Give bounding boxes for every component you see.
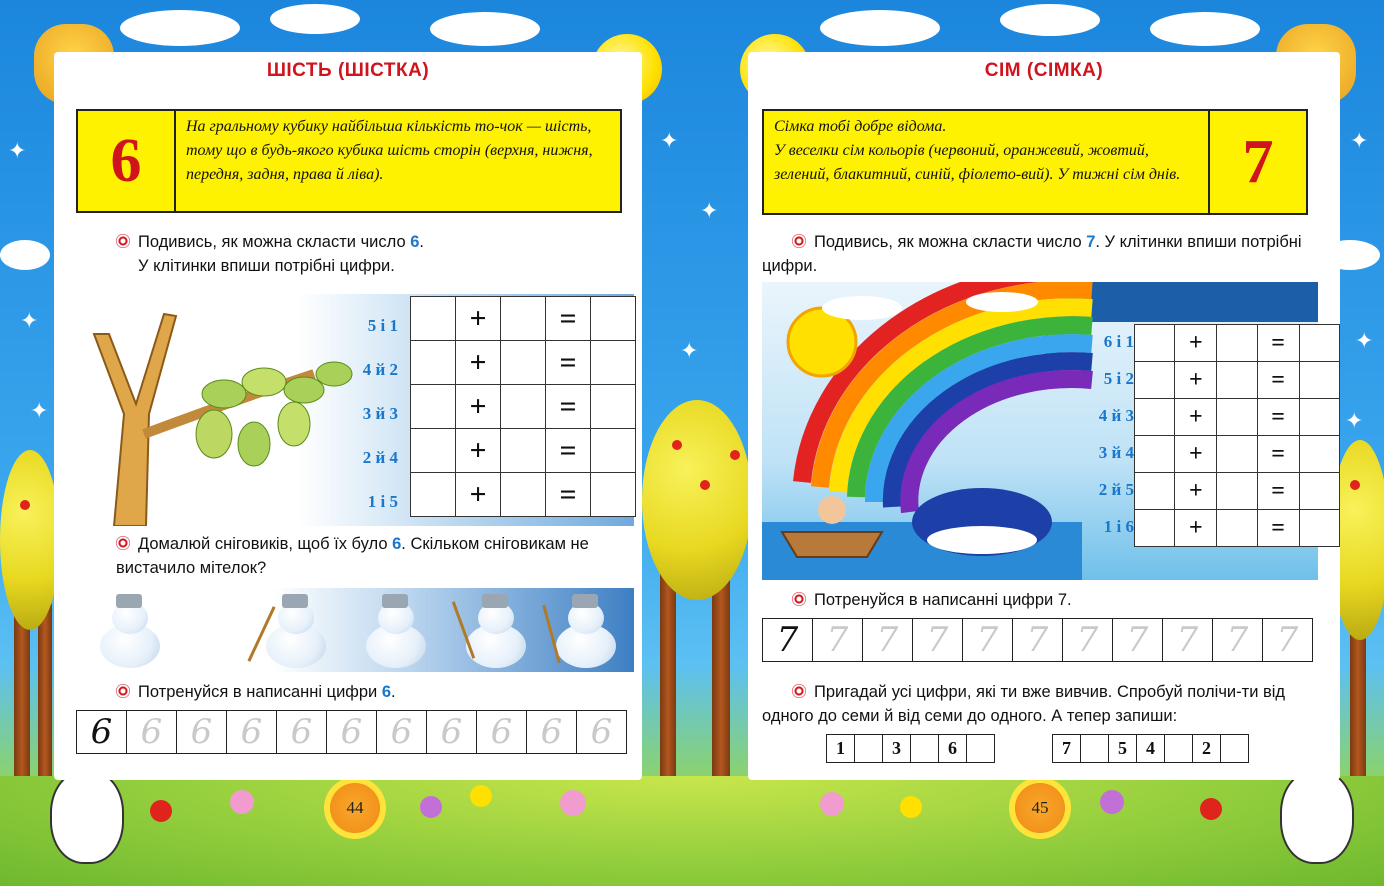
bird-icon: ✦ [1350, 128, 1369, 153]
flower-icon [1100, 790, 1124, 814]
answer-cell[interactable] [1299, 399, 1339, 436]
answer-cell[interactable] [1217, 436, 1257, 473]
answer-cell[interactable] [501, 473, 546, 517]
trace-cell[interactable]: 7 [1013, 619, 1063, 662]
trace-cell[interactable]: 7 [863, 619, 913, 662]
number-sequence-forward [826, 734, 995, 763]
plus-sign: + [1175, 473, 1217, 510]
equals-sign: = [1257, 436, 1299, 473]
row-label: 6 і 1 [1103, 332, 1134, 351]
apple-icon [730, 450, 740, 460]
answer-cell[interactable] [1135, 399, 1175, 436]
answer-cell[interactable] [591, 429, 636, 473]
task-number: 6 [381, 683, 392, 701]
task-1: Подивись, як можна скласти число 6. У клітинки впиши потрібні цифри. [116, 230, 616, 278]
plus-sign: + [456, 385, 501, 429]
answer-cell[interactable] [411, 429, 456, 473]
answer-cell[interactable] [501, 297, 546, 341]
grid-row [1135, 325, 1340, 362]
plus-sign: + [456, 473, 501, 517]
row-label: 1 і 5 [367, 492, 398, 511]
sequence-cell[interactable]: 2 [1193, 735, 1221, 763]
big-number: 6 [110, 126, 142, 195]
answer-cell[interactable] [591, 473, 636, 517]
equals-sign: = [1257, 510, 1299, 547]
answer-cell[interactable] [411, 385, 456, 429]
sequence-cell[interactable] [1221, 735, 1249, 763]
trace-cell[interactable]: 6 [227, 711, 277, 754]
equals-sign: = [1257, 399, 1299, 436]
task-text: Подивись, як можна скласти число [814, 233, 1087, 251]
intro-box [762, 109, 1308, 215]
bullet-icon [792, 684, 806, 698]
answer-cell[interactable] [1217, 473, 1257, 510]
grid-row [1135, 362, 1340, 399]
tree-crown [642, 400, 752, 600]
answer-cell[interactable] [1217, 399, 1257, 436]
equals-sign: = [546, 429, 591, 473]
grid-row [411, 429, 636, 473]
sequence-cell[interactable] [967, 735, 995, 763]
answer-cell[interactable] [411, 297, 456, 341]
trace-cell[interactable]: 6 [477, 711, 527, 754]
plus-sign: + [456, 429, 501, 473]
page-number [1015, 783, 1065, 833]
sequence-cell[interactable]: 4 [1137, 735, 1165, 763]
trace-cell[interactable]: 6 [427, 711, 477, 754]
task-text: Потренуйся в написанні цифри 7. [814, 591, 1072, 609]
flower-icon [420, 796, 442, 818]
flower-icon [820, 792, 844, 816]
sequence-cell[interactable]: 5 [1109, 735, 1137, 763]
task-3 [762, 680, 1322, 728]
answer-cell[interactable] [1217, 362, 1257, 399]
row-label: 3 й 3 [362, 404, 398, 423]
equals-sign: = [546, 297, 591, 341]
cloud [430, 12, 540, 46]
bullet-icon [116, 536, 130, 550]
answer-cell[interactable] [1135, 473, 1175, 510]
sequence-cell[interactable]: 7 [1053, 735, 1081, 763]
big-number: 7 [1242, 127, 1274, 196]
trace-cell[interactable]: 6 [177, 711, 227, 754]
answer-cell[interactable] [1135, 436, 1175, 473]
task-number: 6 [392, 535, 402, 553]
bunny-icon [1280, 770, 1354, 864]
task-text: . У клітинки впиши потрібні цифри. [762, 233, 1302, 275]
bird-icon: ✦ [700, 198, 719, 223]
flower-icon [150, 800, 172, 822]
row-label: 3 й 4 [1098, 443, 1134, 462]
trace-cell[interactable]: 6 [277, 711, 327, 754]
trace-cell[interactable]: 7 [1213, 619, 1263, 662]
snowman [550, 594, 622, 670]
answer-cell[interactable] [411, 473, 456, 517]
trace-cell[interactable]: 7 [1263, 619, 1313, 662]
answer-cell[interactable] [1299, 436, 1339, 473]
trace-cell[interactable]: 7 [1163, 619, 1213, 662]
row-label: 2 й 5 [1098, 480, 1134, 499]
grid-row [411, 297, 636, 341]
bullet-icon [116, 234, 130, 248]
bullet-icon [116, 684, 130, 698]
task-text: Потренуйся в написанні цифри [138, 683, 382, 701]
equals-sign: = [546, 385, 591, 429]
equals-sign: = [1257, 362, 1299, 399]
snowman [460, 594, 532, 670]
trace-cell[interactable]: 7 [913, 619, 963, 662]
trace-cell[interactable]: 6 [527, 711, 577, 754]
row-label: 4 й 3 [1098, 406, 1134, 425]
snowman [94, 594, 166, 670]
tree-trunk [38, 600, 52, 800]
trace-cell[interactable]: 6 [127, 711, 177, 754]
answer-cell[interactable] [1135, 362, 1175, 399]
row-label: 5 і 1 [367, 316, 398, 335]
answer-cell[interactable] [591, 341, 636, 385]
bird-icon: ✦ [20, 308, 39, 333]
intro-line: Сімка тобі добре відома. [774, 118, 947, 135]
number-sequence-backward [1052, 734, 1249, 763]
row-label: 2 й 4 [362, 448, 398, 467]
task-text: Пригадай усі цифри, які ти вже вивчив. Спробуй полічи-ти від одного до семи й від семи до одного. А тепер запиши: [762, 683, 1286, 725]
flower-icon [900, 796, 922, 818]
trace-cell[interactable]: 6 [377, 711, 427, 754]
task-2 [792, 588, 1312, 612]
bullet-icon [792, 592, 806, 606]
equals-sign: = [1257, 473, 1299, 510]
answer-cell[interactable] [1299, 510, 1339, 547]
grid-row [1135, 436, 1340, 473]
answer-cell[interactable] [1299, 473, 1339, 510]
row-labels [334, 294, 398, 526]
bird-icon: ✦ [680, 338, 699, 363]
bird-icon: ✦ [30, 398, 49, 423]
digit-sample: 7 [763, 619, 813, 662]
bird-icon: ✦ [1355, 328, 1374, 353]
sequence-cell[interactable]: 3 [883, 735, 911, 763]
task-number: 6 [410, 233, 420, 251]
task-3: Потренуйся в написанні цифри 6. [116, 680, 616, 704]
writing-practice-row [762, 618, 1313, 662]
page-number-text: 44 [346, 798, 364, 817]
right-page [748, 52, 1340, 780]
sequence-cell[interactable] [911, 735, 939, 763]
task-text: . Скільком сніговикам не вистачило мітелок? [116, 535, 589, 577]
equals-sign: = [1257, 325, 1299, 362]
task-number: 7 [1086, 233, 1096, 251]
answer-cell[interactable] [1217, 510, 1257, 547]
sequence-cell[interactable] [855, 735, 883, 763]
plus-sign: + [1175, 399, 1217, 436]
sequence-cell[interactable]: 1 [827, 735, 855, 763]
bunny-icon [50, 770, 124, 864]
digit-sample: 6 [77, 711, 127, 754]
left-page [54, 52, 642, 780]
cloud [1150, 12, 1260, 46]
equals-sign: = [546, 473, 591, 517]
apple-icon [700, 480, 710, 490]
trace-cell[interactable]: 7 [1113, 619, 1163, 662]
grid-row [411, 473, 636, 517]
flower-icon [470, 785, 492, 807]
composition-grid [410, 296, 636, 517]
task-2 [116, 532, 636, 580]
intro-line: У веселки сім кольорів (червоний, оранжевий, жовтий, зелений, блакитний, синій, фіолето-вий). У тижні сім днів. [774, 142, 1181, 183]
answer-cell[interactable] [501, 429, 546, 473]
page-title: ШІСТЬ (ШІСТКА) [266, 60, 430, 81]
answer-cell[interactable] [1135, 325, 1175, 362]
answer-cell[interactable] [1135, 510, 1175, 547]
flower-icon [560, 790, 586, 816]
apple-icon [20, 500, 30, 510]
grid-row [1135, 473, 1340, 510]
row-labels [1078, 324, 1134, 554]
plus-sign: + [1175, 510, 1217, 547]
row-label: 4 й 2 [362, 360, 398, 379]
answer-cell[interactable] [501, 341, 546, 385]
page-title: СІМ (СІМКА) [984, 60, 1104, 81]
answer-cell[interactable] [411, 341, 456, 385]
grid-row [411, 385, 636, 429]
snowmen-picture[interactable] [80, 588, 634, 672]
intro-text: На гральному кубику найбільша кількість то-чок — шість, тому що в будь-якого кубика шість сторін (верхня, нижня, передня, задня, права й ліва). [186, 118, 593, 183]
answer-cell[interactable] [1299, 325, 1339, 362]
task-text: Подивись, як можна скласти число [138, 233, 411, 251]
intro-text [764, 111, 1208, 213]
sequence-cell[interactable]: 6 [939, 735, 967, 763]
flower-icon [1200, 798, 1222, 820]
trace-cell[interactable]: 7 [813, 619, 863, 662]
cloud [1000, 4, 1100, 36]
row-label: 5 і 2 [1103, 369, 1134, 388]
task-1 [762, 230, 1322, 278]
apple-icon [1350, 480, 1360, 490]
plus-sign: + [456, 341, 501, 385]
plus-sign: + [1175, 325, 1217, 362]
writing-practice-row [76, 710, 627, 754]
intro-box [76, 109, 622, 213]
trace-cell[interactable]: 6 [577, 711, 627, 754]
composition-grid [1134, 324, 1340, 547]
bird-icon: ✦ [8, 138, 27, 163]
answer-cell[interactable] [501, 385, 546, 429]
answer-cell[interactable] [1299, 362, 1339, 399]
sequence-cell[interactable] [1081, 735, 1109, 763]
cloud [270, 4, 360, 34]
sequence-cell[interactable] [1165, 735, 1193, 763]
task-text: Домалюй сніговиків, щоб їх було [138, 535, 393, 553]
plus-sign: + [456, 297, 501, 341]
snowman [360, 594, 432, 670]
cloud [0, 240, 50, 270]
answer-cell[interactable] [1217, 325, 1257, 362]
bird-icon: ✦ [1345, 408, 1364, 433]
grass [0, 776, 1384, 886]
apple-icon [672, 440, 682, 450]
flower-icon [230, 790, 254, 814]
task-text: У клітинки впиши потрібні цифри. [138, 257, 395, 275]
page-number-text: 45 [1031, 798, 1049, 817]
grid-row [1135, 510, 1340, 547]
trace-cell[interactable]: 7 [963, 619, 1013, 662]
page-number [330, 783, 380, 833]
row-label: 1 і 6 [1103, 517, 1134, 536]
tree-crown [0, 450, 60, 630]
snowman [260, 594, 332, 670]
answer-cell[interactable] [591, 297, 636, 341]
answer-cell[interactable] [591, 385, 636, 429]
cloud [820, 10, 940, 46]
plus-sign: + [1175, 436, 1217, 473]
grid-row [1135, 399, 1340, 436]
cloud [120, 10, 240, 46]
bullet-icon [792, 234, 806, 248]
trace-cell[interactable]: 6 [327, 711, 377, 754]
trace-cell[interactable]: 7 [1063, 619, 1113, 662]
bird-icon: ✦ [660, 128, 679, 153]
plus-sign: + [1175, 362, 1217, 399]
grid-row [411, 341, 636, 385]
equals-sign: = [546, 341, 591, 385]
